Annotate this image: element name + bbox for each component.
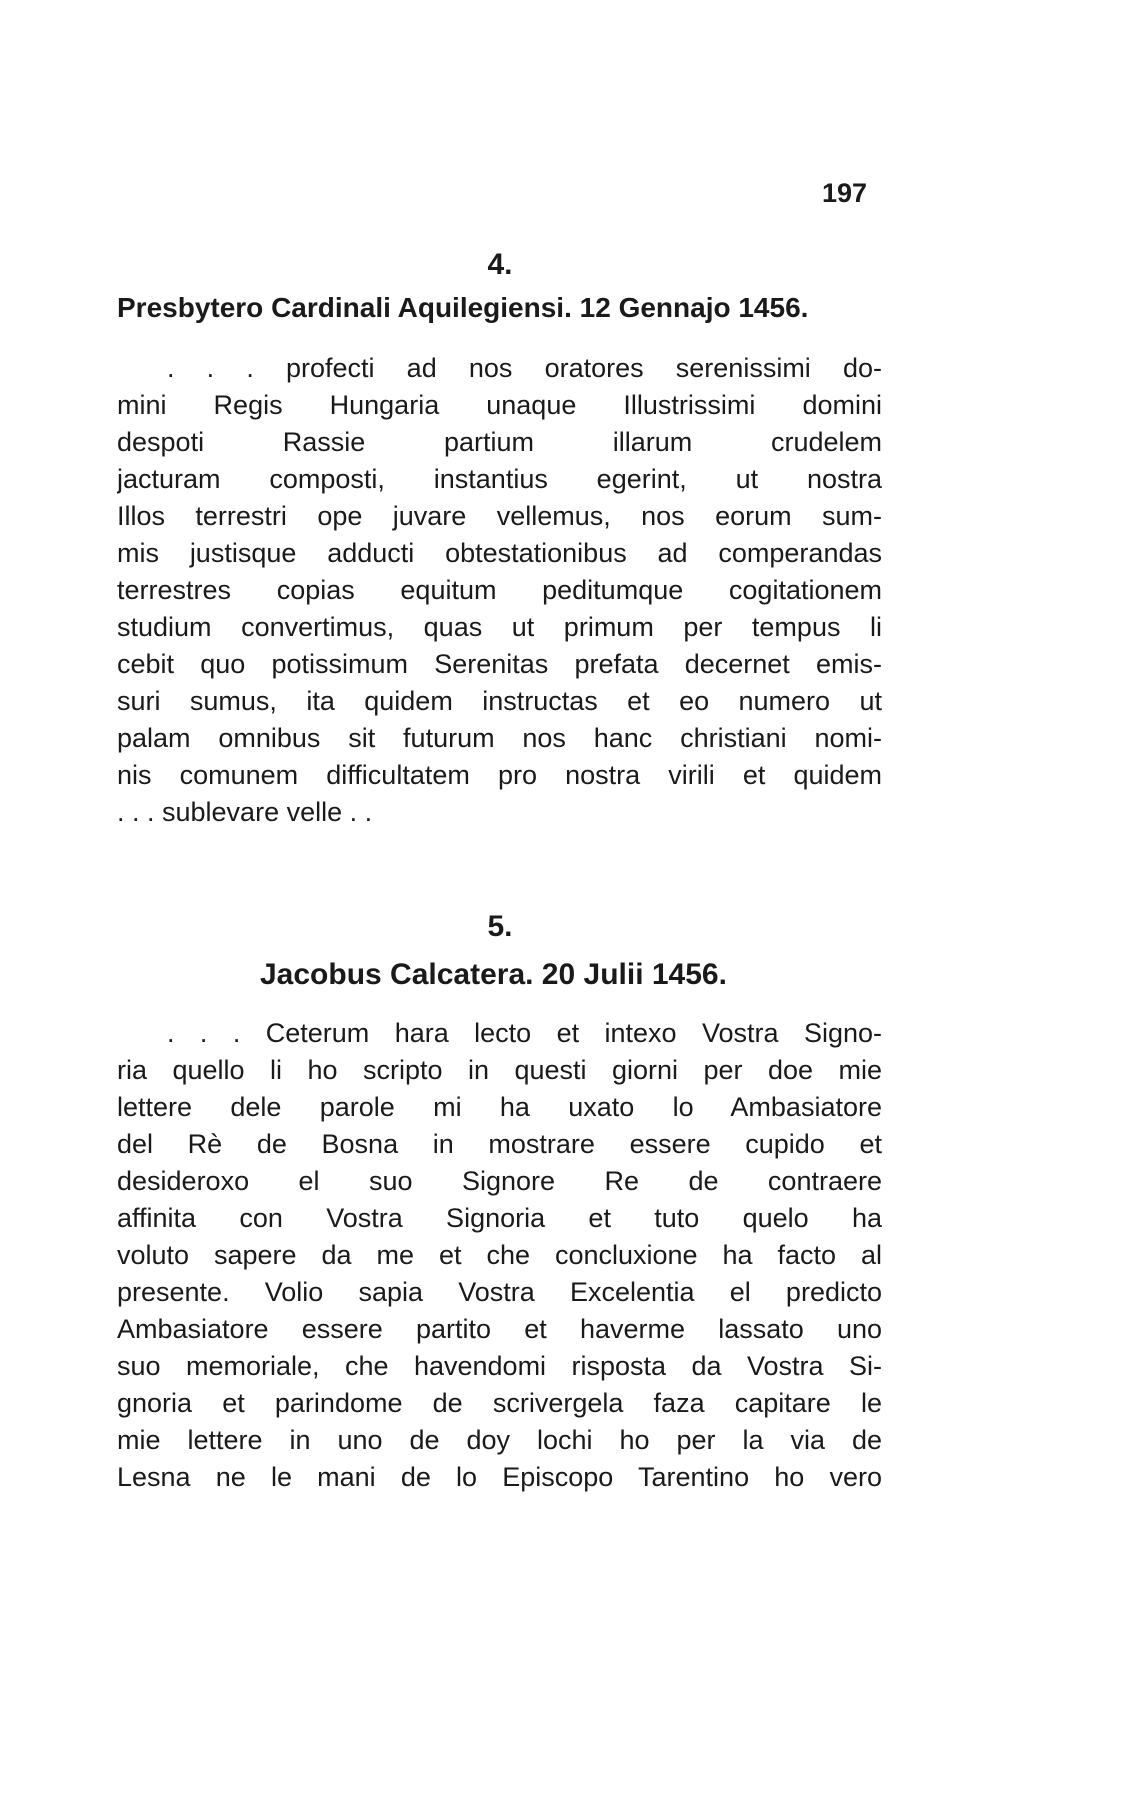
- text-line: suo memoriale, che havendomi risposta da Vostra Si-: [117, 1351, 882, 1381]
- section-heading: Jacobus Calcatera. 20 Julii 1456.: [260, 958, 727, 991]
- text-line: Illos terrestri ope juvare vellemus, nos eorum sum-: [117, 501, 882, 531]
- text-line: . . . profecti ad nos oratores serenissimi do-: [167, 353, 882, 383]
- text-line: del Rè de Bosna in mostrare essere cupido et: [117, 1129, 882, 1159]
- text-line: . . . sublevare velle . .: [117, 797, 373, 827]
- text-line: jacturam composti, instantius egerint, ut nostra: [117, 464, 882, 494]
- section-number: 5.: [487, 910, 513, 943]
- section-heading: Presbytero Cardinali Aquilegiensi. 12 Gennajo 1456.: [117, 292, 809, 323]
- text-line: mini Regis Hungaria unaque Illustrissimi domini: [117, 390, 882, 420]
- text-line: desideroxo el suo Signore Re de contraere: [117, 1166, 882, 1196]
- section-body: [117, 1015, 882, 1496]
- text-line: lettere dele parole mi ha uxato lo Ambasiatore: [117, 1092, 882, 1122]
- text-line: nis comunem difficultatem pro nostra virili et quidem: [117, 760, 882, 790]
- text-line: affinita con Vostra Signoria et tuto quelo ha: [117, 1203, 882, 1233]
- text-line: Ambasiatore essere partito et haverme lassato uno: [117, 1314, 882, 1344]
- section-number: 4.: [487, 248, 513, 281]
- text-line: suri sumus, ita quidem instructas et eo numero ut: [117, 686, 882, 716]
- text-line: mis justisque adducti obtestationibus ad comperandas: [117, 538, 882, 568]
- text-line: terrestres copias equitum peditumque cogitationem: [117, 575, 882, 605]
- page-number: 197: [822, 178, 868, 208]
- text-line: studium convertimus, quas ut primum per tempus li: [117, 612, 882, 642]
- text-line: palam omnibus sit futurum nos hanc christiani nomi-: [117, 723, 882, 753]
- text-line: despoti Rassie partium illarum crudelem: [117, 427, 882, 457]
- text-line: . . . Ceterum hara lecto et intexo Vostra Signo-: [167, 1018, 882, 1048]
- text-line: Lesna ne le mani de lo Episcopo Tarentino ho vero: [117, 1462, 882, 1492]
- section-body: [117, 350, 882, 831]
- text-line: voluto sapere da me et che concluxione ha facto al: [117, 1240, 882, 1270]
- text-line: mie lettere in uno de doy lochi ho per la via de: [117, 1425, 882, 1455]
- text-line: presente. Volio sapia Vostra Excelentia el predicto: [117, 1277, 882, 1307]
- text-line: ria quello li ho scripto in questi giorni per doe mie: [117, 1055, 882, 1085]
- text-line: gnoria et parindome de scrivergela faza capitare le: [117, 1388, 882, 1418]
- text-line: cebit quo potissimum Serenitas prefata decernet emis-: [117, 649, 882, 679]
